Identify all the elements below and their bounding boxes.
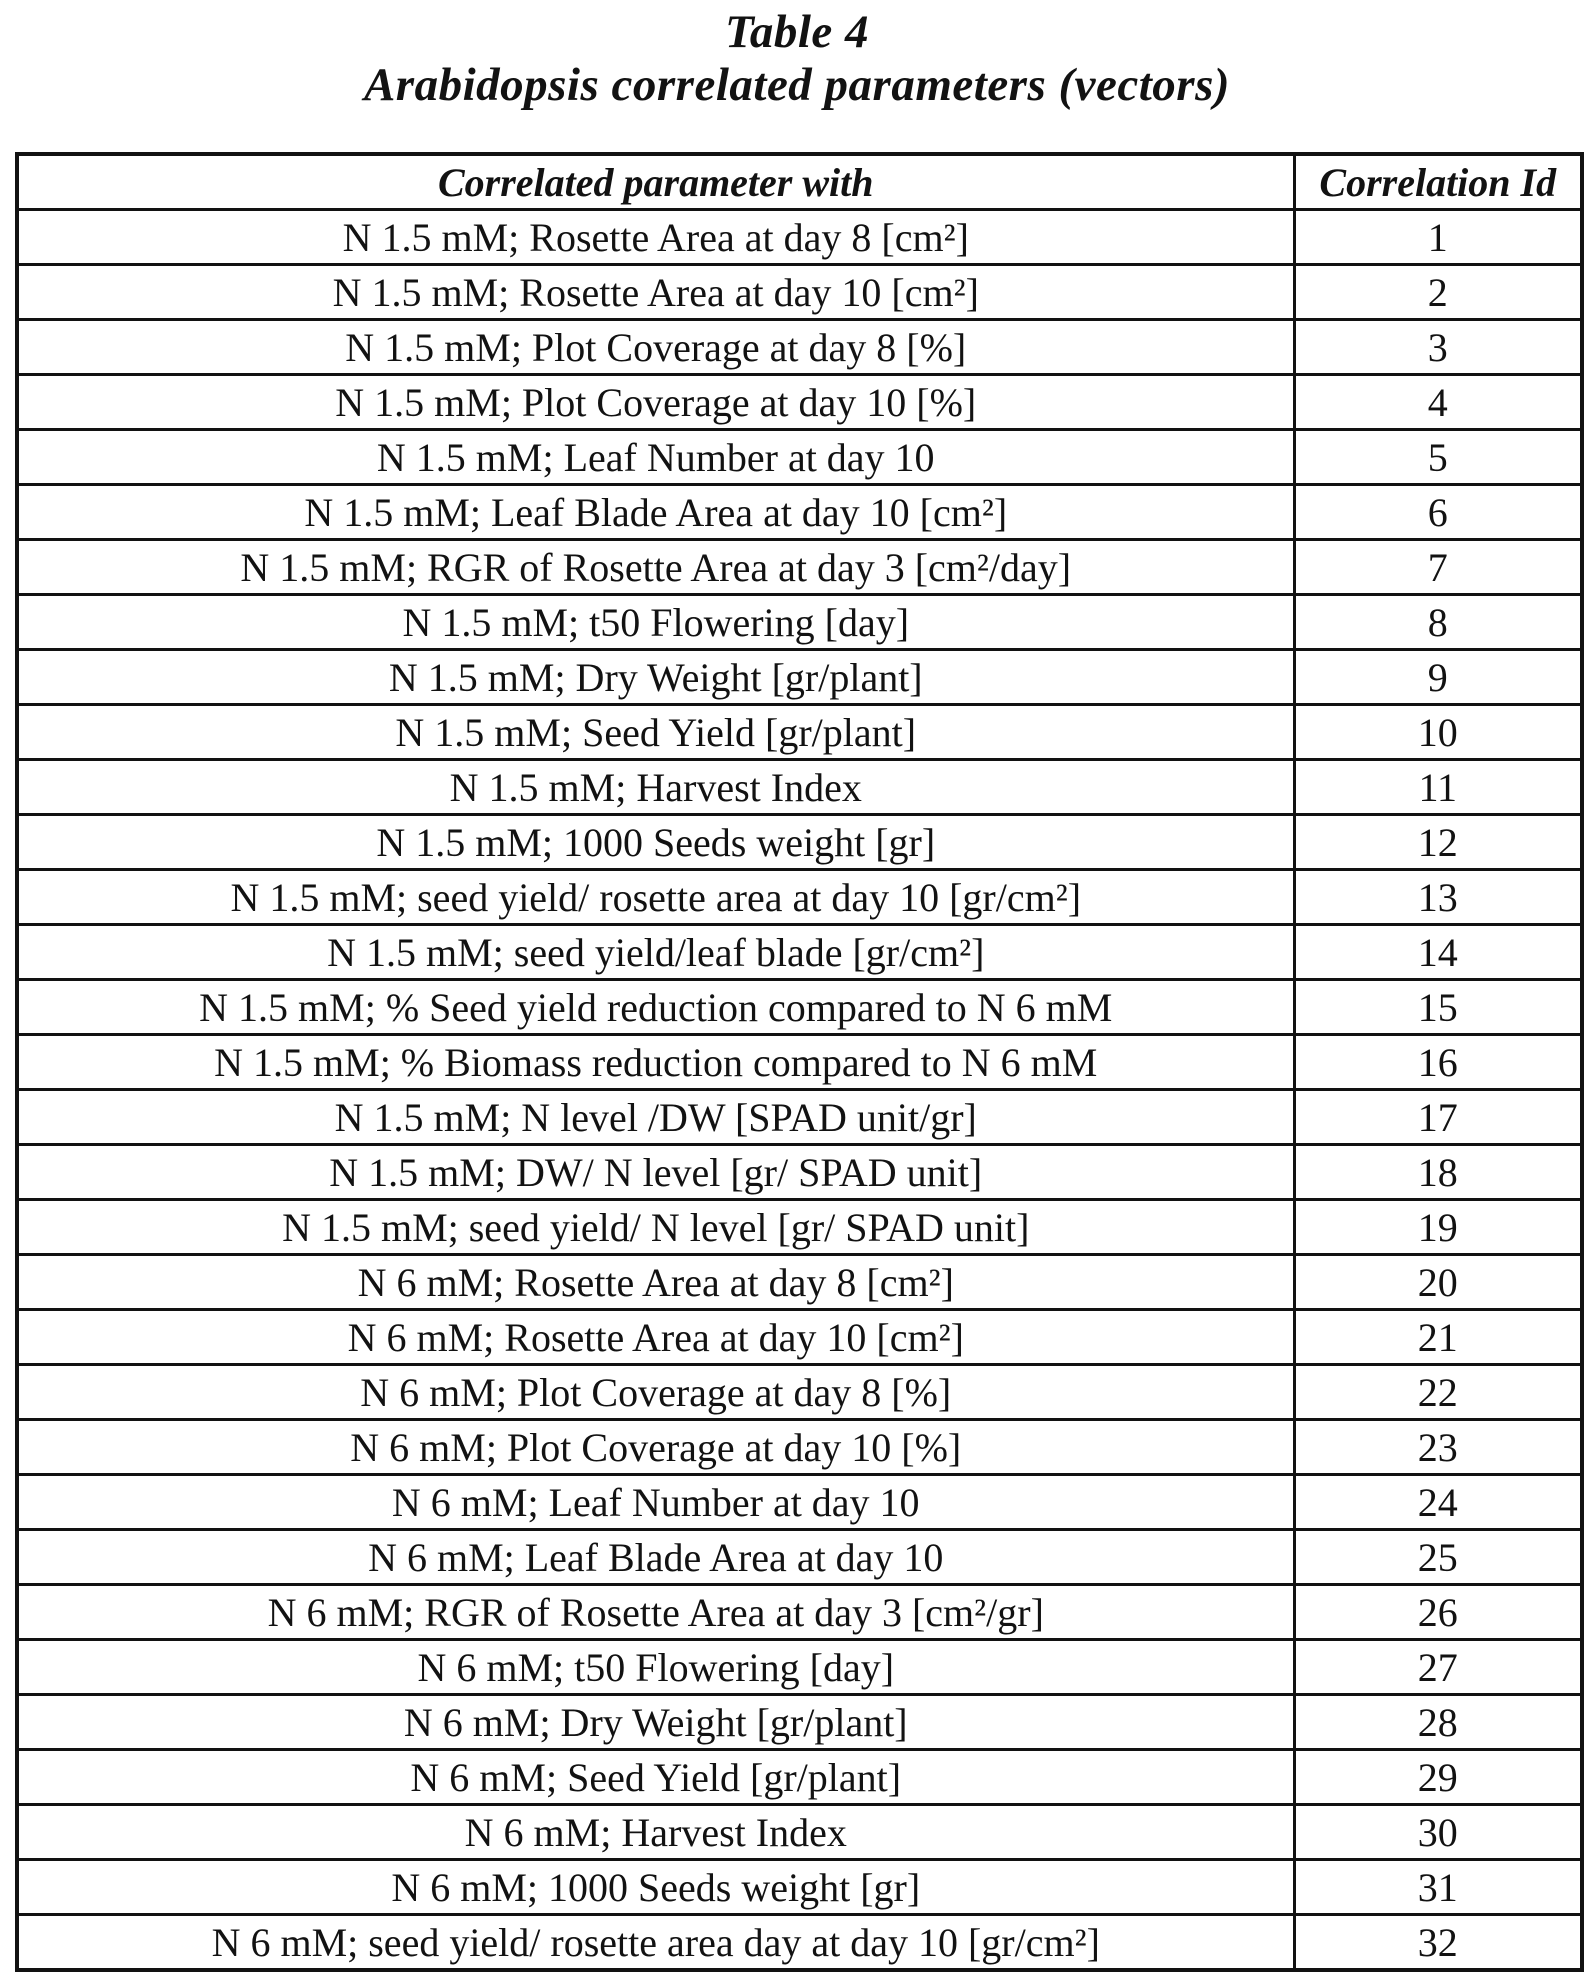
parameter-cell: N 6 mM; t50 Flowering [day] <box>17 1640 1294 1695</box>
correlation-id-cell: 29 <box>1294 1750 1582 1805</box>
table-row <box>17 265 1582 320</box>
table-number-title: Table 4 <box>724 6 870 58</box>
parameter-cell: N 1.5 mM; t50 Flowering [day] <box>17 595 1294 650</box>
parameter-cell: N 6 mM; Plot Coverage at day 10 [%] <box>17 1420 1294 1475</box>
correlation-id-cell: 6 <box>1294 485 1582 540</box>
table-row <box>17 320 1582 375</box>
parameter-cell: N 1.5 mM; RGR of Rosette Area at day 3 [cm²/day] <box>17 540 1294 595</box>
correlation-id-cell: 17 <box>1294 1090 1582 1145</box>
table-row <box>17 1915 1582 1971</box>
parameter-cell: N 1.5 mM; Leaf Number at day 10 <box>17 430 1294 485</box>
parameter-cell: N 1.5 mM; % Biomass reduction compared to N 6 mM <box>17 1035 1294 1090</box>
correlation-id-cell: 4 <box>1294 375 1582 430</box>
table-row <box>17 980 1582 1035</box>
table-subtitle: Arabidopsis correlated parameters (vectors) <box>363 59 1231 112</box>
correlation-id-cell: 3 <box>1294 320 1582 375</box>
correlation-id-cell: 15 <box>1294 980 1582 1035</box>
correlation-id-cell: 19 <box>1294 1200 1582 1255</box>
correlation-id-cell: 23 <box>1294 1420 1582 1475</box>
parameter-cell: N 6 mM; Rosette Area at day 8 [cm²] <box>17 1255 1294 1310</box>
parameter-cell: N 6 mM; RGR of Rosette Area at day 3 [cm²/gr] <box>17 1585 1294 1640</box>
table-body <box>17 210 1582 1971</box>
correlation-id-cell: 1 <box>1294 210 1582 265</box>
table-row <box>17 1310 1582 1365</box>
correlated-parameters-table <box>15 152 1584 1972</box>
table-row <box>17 1860 1582 1915</box>
table-row <box>17 375 1582 430</box>
parameter-cell: N 1.5 mM; seed yield/ rosette area at day 10 [gr/cm²] <box>17 870 1294 925</box>
table-row <box>17 650 1582 705</box>
correlation-id-cell: 7 <box>1294 540 1582 595</box>
table-row <box>17 540 1582 595</box>
parameter-cell: N 6 mM; Harvest Index <box>17 1805 1294 1860</box>
parameter-cell: N 1.5 mM; Dry Weight [gr/plant] <box>17 650 1294 705</box>
correlation-id-cell: 30 <box>1294 1805 1582 1860</box>
table-row <box>17 1255 1582 1310</box>
page-title <box>0 0 1594 112</box>
header-row <box>17 154 1582 210</box>
correlation-id-cell: 11 <box>1294 760 1582 815</box>
table-row <box>17 1475 1582 1530</box>
table-row <box>17 1695 1582 1750</box>
column-header-correlation-id: Correlation Id <box>1294 154 1582 210</box>
column-header-parameter: Correlated parameter with <box>17 154 1294 210</box>
parameter-cell: N 6 mM; 1000 Seeds weight [gr] <box>17 1860 1294 1915</box>
parameter-cell: N 6 mM; Leaf Number at day 10 <box>17 1475 1294 1530</box>
table-row <box>17 1035 1582 1090</box>
correlation-id-cell: 14 <box>1294 925 1582 980</box>
correlation-id-cell: 18 <box>1294 1145 1582 1200</box>
correlation-id-cell: 25 <box>1294 1530 1582 1585</box>
table-row <box>17 1200 1582 1255</box>
correlation-id-cell: 20 <box>1294 1255 1582 1310</box>
table-row <box>17 430 1582 485</box>
correlation-id-cell: 12 <box>1294 815 1582 870</box>
parameter-cell: N 1.5 mM; DW/ N level [gr/ SPAD unit] <box>17 1145 1294 1200</box>
table-row <box>17 1805 1582 1860</box>
table-row <box>17 1365 1582 1420</box>
parameter-cell: N 1.5 mM; Plot Coverage at day 8 [%] <box>17 320 1294 375</box>
correlation-id-cell: 31 <box>1294 1860 1582 1915</box>
parameter-cell: N 1.5 mM; Plot Coverage at day 10 [%] <box>17 375 1294 430</box>
correlation-id-cell: 22 <box>1294 1365 1582 1420</box>
correlation-id-cell: 16 <box>1294 1035 1582 1090</box>
parameter-cell: N 1.5 mM; N level /DW [SPAD unit/gr] <box>17 1090 1294 1145</box>
table-row <box>17 1145 1582 1200</box>
table-row <box>17 1750 1582 1805</box>
table-row <box>17 595 1582 650</box>
table-row <box>17 870 1582 925</box>
parameter-cell: N 1.5 mM; seed yield/leaf blade [gr/cm²] <box>17 925 1294 980</box>
correlation-id-cell: 2 <box>1294 265 1582 320</box>
table-row <box>17 815 1582 870</box>
correlation-id-cell: 5 <box>1294 430 1582 485</box>
parameter-cell: N 1.5 mM; Seed Yield [gr/plant] <box>17 705 1294 760</box>
correlation-id-cell: 32 <box>1294 1915 1582 1971</box>
table-row <box>17 705 1582 760</box>
parameter-cell: N 6 mM; Leaf Blade Area at day 10 <box>17 1530 1294 1585</box>
table-row <box>17 1585 1582 1640</box>
table-row <box>17 760 1582 815</box>
table-row <box>17 1420 1582 1475</box>
correlation-id-cell: 8 <box>1294 595 1582 650</box>
table-header <box>17 154 1582 210</box>
correlation-id-cell: 10 <box>1294 705 1582 760</box>
table-row <box>17 925 1582 980</box>
correlation-id-cell: 9 <box>1294 650 1582 705</box>
correlation-id-cell: 27 <box>1294 1640 1582 1695</box>
correlation-id-cell: 26 <box>1294 1585 1582 1640</box>
parameter-cell: N 6 mM; Plot Coverage at day 8 [%] <box>17 1365 1294 1420</box>
parameter-cell: N 1.5 mM; % Seed yield reduction compared to N 6 mM <box>17 980 1294 1035</box>
table-row <box>17 1090 1582 1145</box>
parameter-cell: N 1.5 mM; Leaf Blade Area at day 10 [cm²] <box>17 485 1294 540</box>
correlation-id-cell: 28 <box>1294 1695 1582 1750</box>
parameter-cell: N 1.5 mM; seed yield/ N level [gr/ SPAD unit] <box>17 1200 1294 1255</box>
parameter-cell: N 1.5 mM; Rosette Area at day 8 [cm²] <box>17 210 1294 265</box>
correlation-id-cell: 21 <box>1294 1310 1582 1365</box>
correlation-id-cell: 24 <box>1294 1475 1582 1530</box>
parameter-cell: N 1.5 mM; Rosette Area at day 10 [cm²] <box>17 265 1294 320</box>
table-row <box>17 485 1582 540</box>
table-row <box>17 210 1582 265</box>
table-row <box>17 1640 1582 1695</box>
parameter-cell: N 1.5 mM; 1000 Seeds weight [gr] <box>17 815 1294 870</box>
correlation-id-cell: 13 <box>1294 870 1582 925</box>
parameter-cell: N 6 mM; Dry Weight [gr/plant] <box>17 1695 1294 1750</box>
table-row <box>17 1530 1582 1585</box>
parameter-cell: N 6 mM; seed yield/ rosette area day at day 10 [gr/cm²] <box>17 1915 1294 1971</box>
parameter-cell: N 6 mM; Seed Yield [gr/plant] <box>17 1750 1294 1805</box>
parameter-cell: N 6 mM; Rosette Area at day 10 [cm²] <box>17 1310 1294 1365</box>
parameter-cell: N 1.5 mM; Harvest Index <box>17 760 1294 815</box>
